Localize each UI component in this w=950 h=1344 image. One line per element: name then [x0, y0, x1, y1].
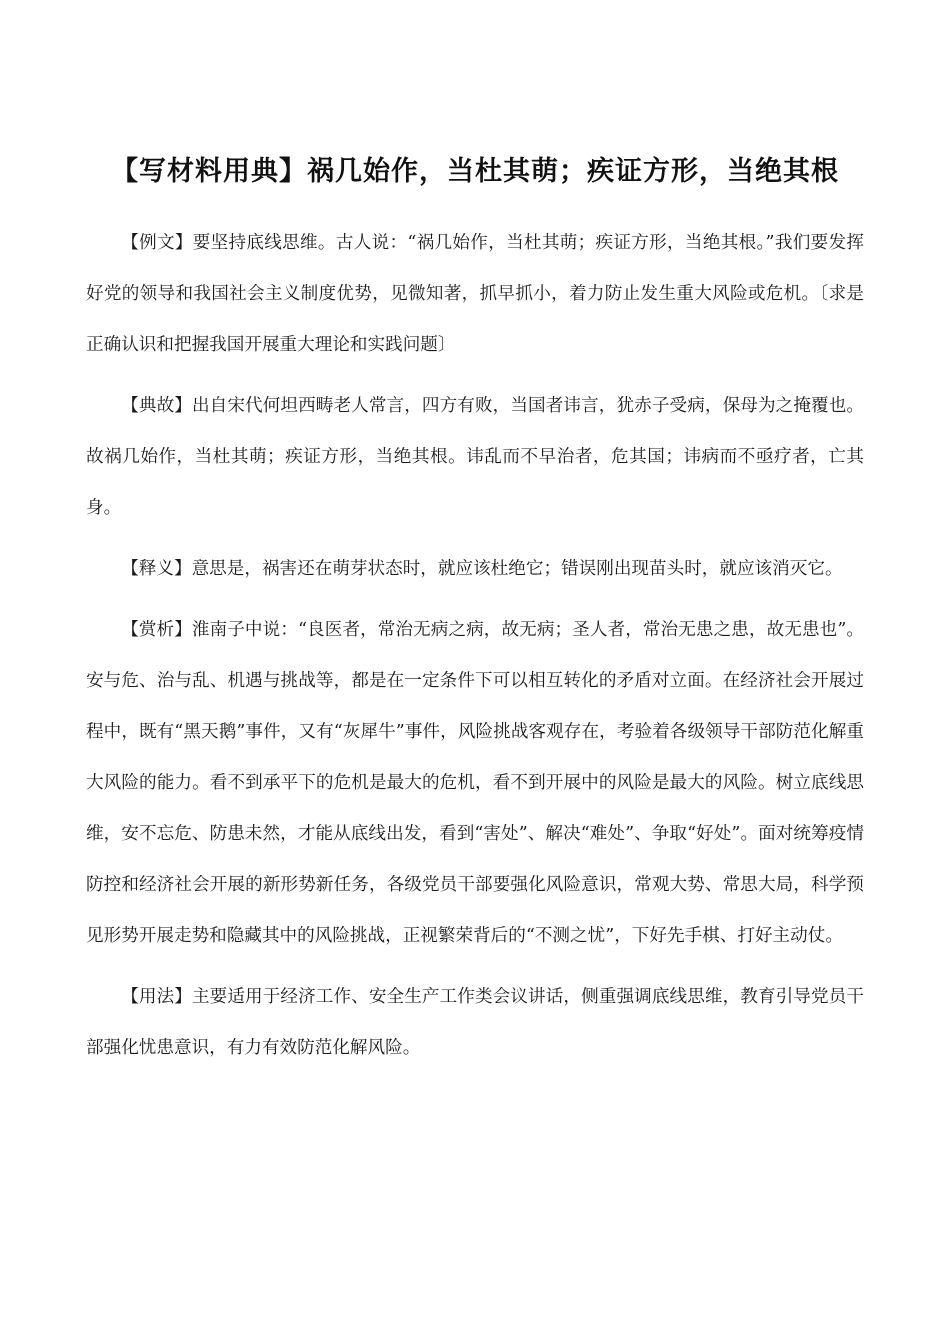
paragraph-meaning: [86, 544, 864, 595]
paragraph-text: 淮南子中说：“良医者，常治无病之病，故无病；圣人者，常治无患之患，故无患也”。安与危、治与乱、机遇与挑战等，都是在一定条件下可以相互转化的矛盾对立面。在经济社会开展过程中，既有“黑天鹅”事件，又有“灰犀牛”事件，风险挑战客观存在，考验着各级领导干部防范化解重大风险的能力。看不到承平下的危机是最大的危机，看不到开展中的风险是最大的风险。树立底线思维，安不忘危、防患未然，才能从底线出发，看到“害处”、解决“难处”、争取“好处”。面对统筹疫情防控和经济社会开展的新形势新任务，各级党员干部要强化风险意识，常观大势、常思大局，科学预见形势开展走势和隐藏其中的风险挑战，正视繁荣背后的“不测之忧”，下好先手棋、打好主动仗。: [86, 620, 864, 946]
page-title: 【写材料用典】祸几始作，当杜其萌；疾证方形，当绝其根: [111, 156, 839, 187]
paragraph-tag: 【例文】: [121, 233, 193, 253]
paragraph-tag: 【典故】: [121, 396, 192, 416]
paragraph-appreciation: [86, 605, 864, 962]
paragraph-text: 意思是，祸害还在萌芽状态时，就应该杜绝它；错误刚出现苗头时，就应该消灭它。: [191, 559, 843, 579]
paragraph-text: 出自宋代何坦西畴老人常言，四方有败，当国者讳言，犹赤子受病，保母为之掩覆也。故祸几始作，当杜其萌；疾证方形，当绝其根。讳乱而不早治者，危其国；讳病而不亟疗者，亡其身。: [86, 396, 864, 518]
paragraph-tag: 【赏析】: [121, 620, 192, 640]
paragraph-text: 主要适用于经济工作、安全生产工作类会议讲话，侧重强调底线思维，教育引导党员干部强化忧患意识，有力有效防范化解风险。: [86, 987, 864, 1058]
paragraph-allusion: [86, 381, 864, 534]
paragraph-text: 要坚持底线思维。古人说：“祸几始作，当杜其萌；疾证方形，当绝其根。”我们要发挥好党的领导和我国社会主义制度优势，见微知著，抓早抓小，着力防止发生重大风险或危机。〔求是正确认识和把握我国开展重大理论和实践问题〕: [86, 233, 864, 355]
paragraph-tag: 【用法】: [121, 987, 192, 1007]
document-body: [86, 218, 864, 1084]
paragraph-usage: [86, 972, 864, 1074]
paragraph-example: [86, 218, 864, 371]
paragraph-tag: 【释义】: [121, 559, 192, 579]
